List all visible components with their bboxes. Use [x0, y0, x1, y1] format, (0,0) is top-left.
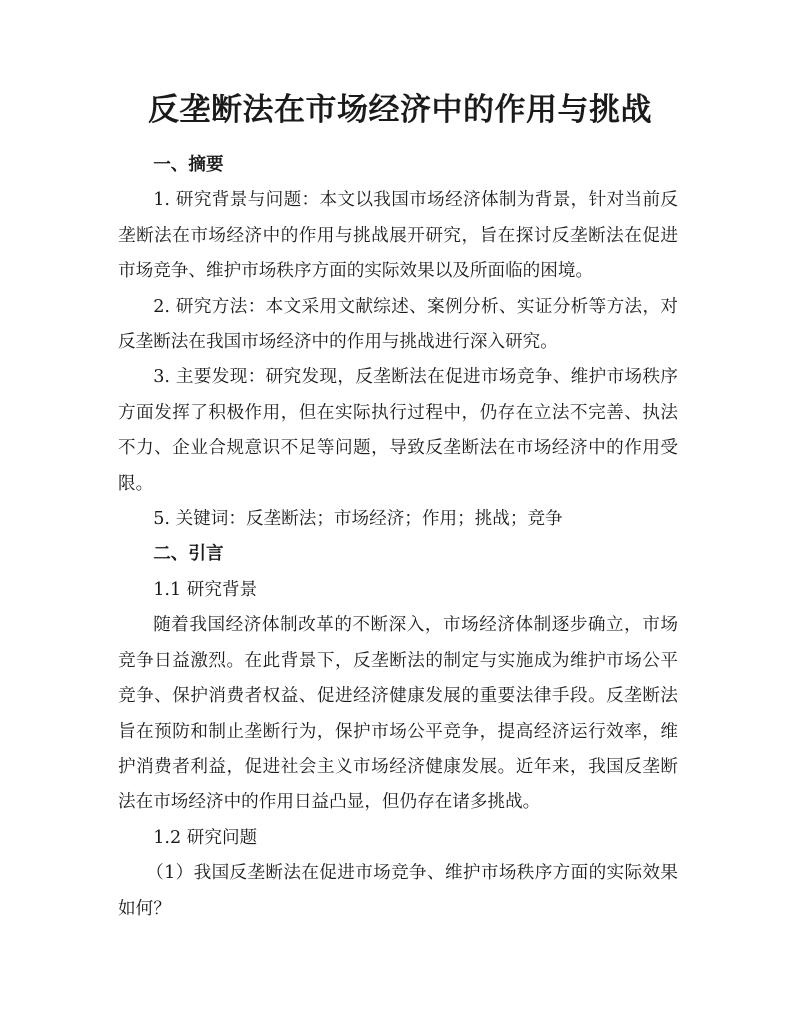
research-question-1: （1）我国反垄断法在促进市场竞争、维护市场秩序方面的实际效果如何？	[118, 863, 678, 919]
abstract-method-paragraph: 2. 研究方法：本文采用文献综述、案例分析、实证分析等方法，对反垄断法在我国市场经济中的作用与挑战进行深入研究。	[118, 296, 678, 353]
research-questions-heading: 1.2 研究问题	[153, 827, 258, 848]
abstract-background-paragraph: 1. 研究背景与问题：本文以我国市场经济体制为背景，针对当前反垄断法在市场经济中的作用与挑战展开研究，旨在探讨反垄断法在促进市场竞争、维护市场秩序方面的实际效果以及所面临的困境。	[118, 190, 678, 282]
abstract-heading: 一、摘要	[153, 155, 224, 175]
research-background-heading: 1.1 研究背景	[153, 579, 258, 600]
document-body	[118, 148, 678, 927]
abstract-keywords-paragraph: 5. 关键词：反垄断法；市场经济；作用；挑战；竞争	[153, 509, 563, 530]
research-background-paragraph: 随着我国经济体制改革的不断深入，市场经济体制逐步确立，市场竞争日益激烈。在此背景下，反垄断法的制定与实施成为维护市场公平竞争、保护消费者权益、促进经济健康发展的重要法律手段。反垄断法旨在预防和制止垄断行为，保护市场公平竞争，提高经济运行效率，维护消费者利益，促进社会主义市场经济健康发展。近年来，我国反垄断法在市场经济中的作用日益凸显，但仍存在诸多挑战。	[118, 615, 678, 813]
document-title: 反垄断法在市场经济中的作用与挑战	[148, 92, 652, 128]
intro-heading: 二、引言	[153, 544, 224, 565]
abstract-findings-paragraph: 3. 主要发现：研究发现，反垄断法在促进市场竞争、维护市场秩序方面发挥了积极作用，但在实际执行过程中，仍存在立法不完善、执法不力、企业合规意识不足等问题，导致反垄断法在市场经济中的作用受限。	[118, 367, 678, 494]
